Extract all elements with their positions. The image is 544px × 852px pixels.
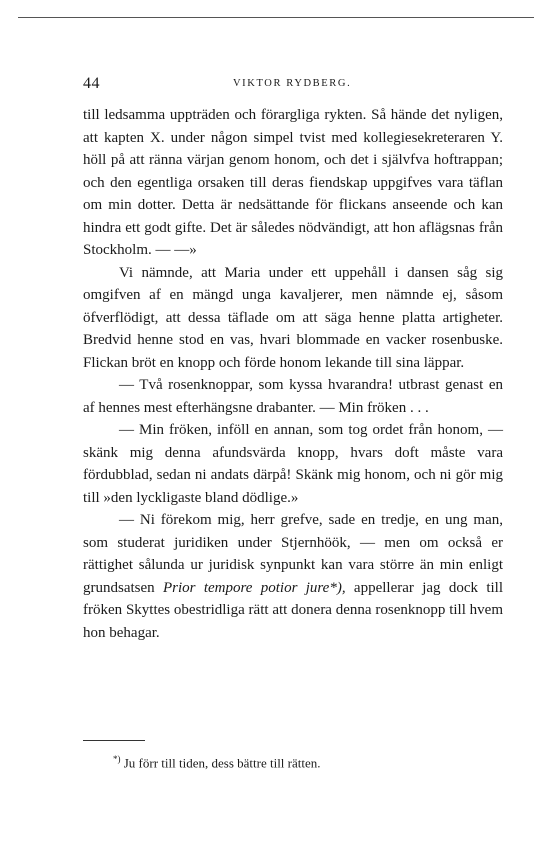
page-number: 44 bbox=[83, 75, 100, 92]
page-header bbox=[83, 75, 503, 95]
body-text bbox=[83, 104, 503, 644]
top-rule bbox=[18, 17, 534, 18]
footnote-marker: *) bbox=[113, 754, 121, 764]
paragraph: — Min fröken, inföll en annan, som tog ordet från honom, — skänk mig denna afundsvärda knopp, hvars doft måste vara fördubblad, sedan ni andats därpå! Skänk mig honom, och ni gör mig till »den lyckligaste bland dödlige.» bbox=[83, 422, 503, 506]
paragraph: till ledsamma uppträden och förargliga rykten. Så hände det nyligen, att kapten X. under någon simpel tvist med kollegiesekreteraren Y. höll på att ränna värjan genom honom, och det i självfva hoftrappan; och den egentliga orsaken till deras fiendskap uppgifves vara täflan om min dotter. Detta är nedsättande för flickans anseende och kan hindra ett godt gifte. Det är således nödvändigt, att hon aflägsnas från Stockholm. — —» bbox=[83, 107, 503, 258]
paragraph: — Två rosenknoppar, som kyssa hvarandra! utbrast genast en af hennes mest efterhängsne drabanter. — Min fröken . . . bbox=[83, 377, 503, 416]
footnote-text: Ju förr till tiden, dess bättre till rätten. bbox=[123, 755, 321, 771]
paragraph-text: — Ni förekom mig, herr grefve, sade en tredje, en ung man, som studerat juridiken under Stjernhöök, — men om också er rättighet sålunda ur juridisk synpunkt kan vara större än min enligt grundsatsen bbox=[83, 512, 503, 596]
paragraph-text: appellerar jag dock till fröken Skyttes obestridliga rätt att donera denna rosenknopp till hvem hon behagar. bbox=[83, 579, 504, 641]
footnote bbox=[113, 750, 493, 772]
paragraph: Vi nämnde, att Maria under ett uppehåll i dansen såg sig omgifven af en mängd unga kavaljerer, men nämnde ej, såsom öfverflödigt, att dessa täflade om att säga henne platta artigheter. Bredvid henne stod en vas, hvari blommade en vacker rosenbuske. Flickan bröt en knopp och förde honom lekande till sina läppar. bbox=[83, 264, 503, 371]
paragraph bbox=[83, 509, 503, 644]
running-head: VIKTOR RYDBERG. bbox=[233, 78, 352, 89]
footnote-rule bbox=[83, 740, 145, 741]
latin-maxim: Prior tempore potior jure*), bbox=[162, 579, 346, 596]
